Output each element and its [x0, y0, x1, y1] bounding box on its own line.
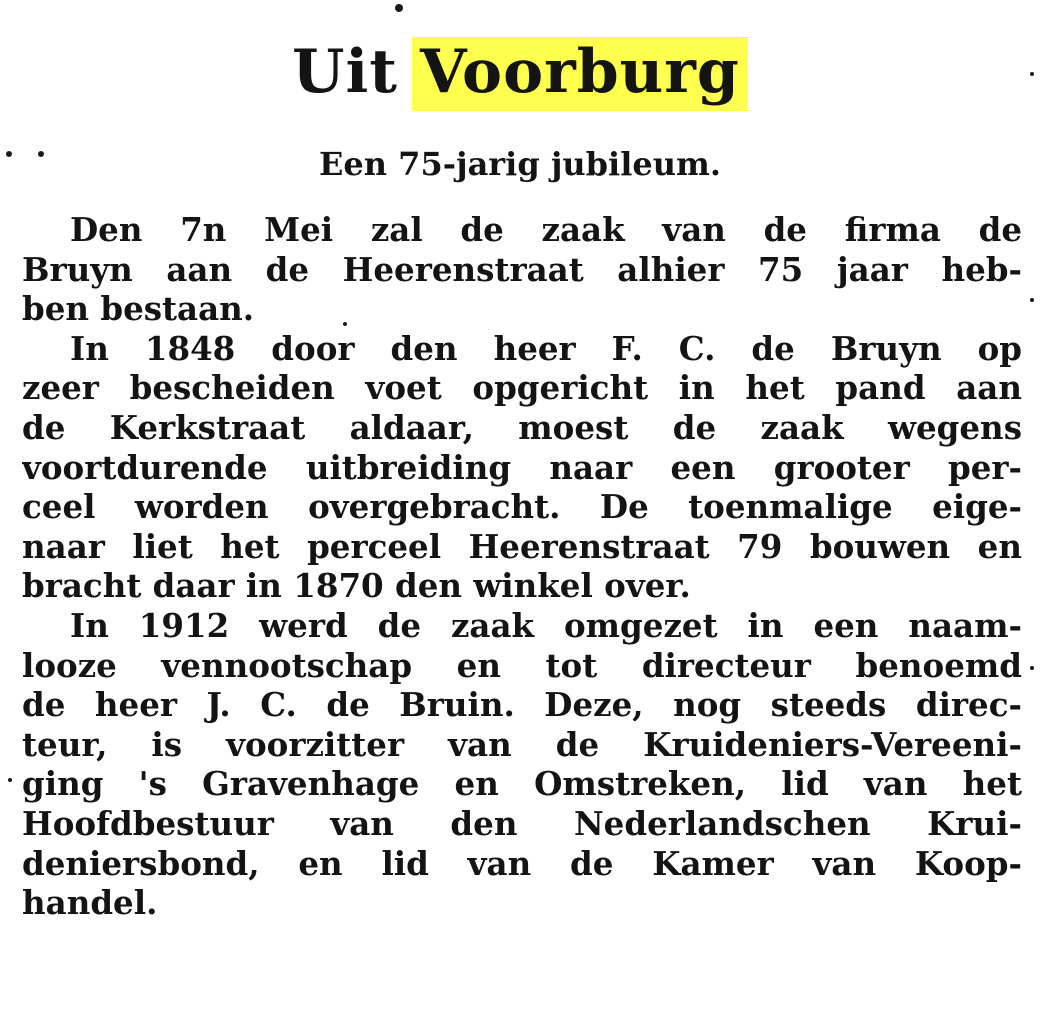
- paragraph-3: [22, 606, 1022, 923]
- text-line: voortdurende uitbreiding naar een grooter per-: [22, 447, 1022, 487]
- text-line: In 1912 werd de zaak omgezet in een naam-: [70, 605, 1022, 645]
- text-line: looze vennootschap en tot directeur benoemd: [22, 645, 1022, 685]
- text-line: ben bestaan.: [22, 289, 255, 329]
- print-speck: [8, 778, 12, 782]
- text-line: Den 7n Mei zal de zaak van de firma de: [70, 210, 1022, 249]
- text-line: de Kerkstraat aldaar, moest de zaak wegens: [22, 407, 1022, 447]
- text-line: In 1848 door den heer F. C. de Bruyn op: [70, 328, 1022, 368]
- headline-highlighted-text: Voorburg: [412, 37, 748, 111]
- text-line: Hoofdbestuur van den Nederlandschen Krui-: [22, 803, 1022, 843]
- article-body: [22, 210, 1022, 923]
- article-headline: [0, 32, 1040, 112]
- text-line: de heer J. C. de Bruin. Deze, nog steeds direc-: [22, 685, 1022, 725]
- text-line: ging 's Gravenhage en Omstreken, lid van het: [22, 764, 1022, 804]
- text-line: zeer bescheiden voet opgericht in het pand aan: [22, 368, 1022, 408]
- text-line: handel.: [22, 883, 158, 923]
- headline-text: Uit: [292, 37, 398, 107]
- article-subheading: Een 75-jarig jubileum.: [319, 145, 721, 183]
- text-line: Bruyn aan de Heerenstraat alhier 75 jaar heb-: [22, 249, 1022, 289]
- text-line: teur, is voorzitter van de Kruideniers-Vereeni-: [22, 724, 1022, 764]
- text-line: deniersbond, en lid van de Kamer van Koop-: [22, 843, 1022, 883]
- text-line: naar liet het perceel Heerenstraat 79 bouwen en: [22, 526, 1022, 566]
- text-line: bracht daar in 1870 den winkel over.: [22, 566, 691, 606]
- text-line: ceel worden overgebracht. De toenmalige eige-: [22, 487, 1022, 527]
- print-speck: [1030, 666, 1034, 670]
- print-speck: [395, 4, 403, 12]
- print-speck: [1030, 298, 1034, 302]
- paragraph-2: [22, 329, 1022, 606]
- paragraph-1: [22, 210, 1022, 329]
